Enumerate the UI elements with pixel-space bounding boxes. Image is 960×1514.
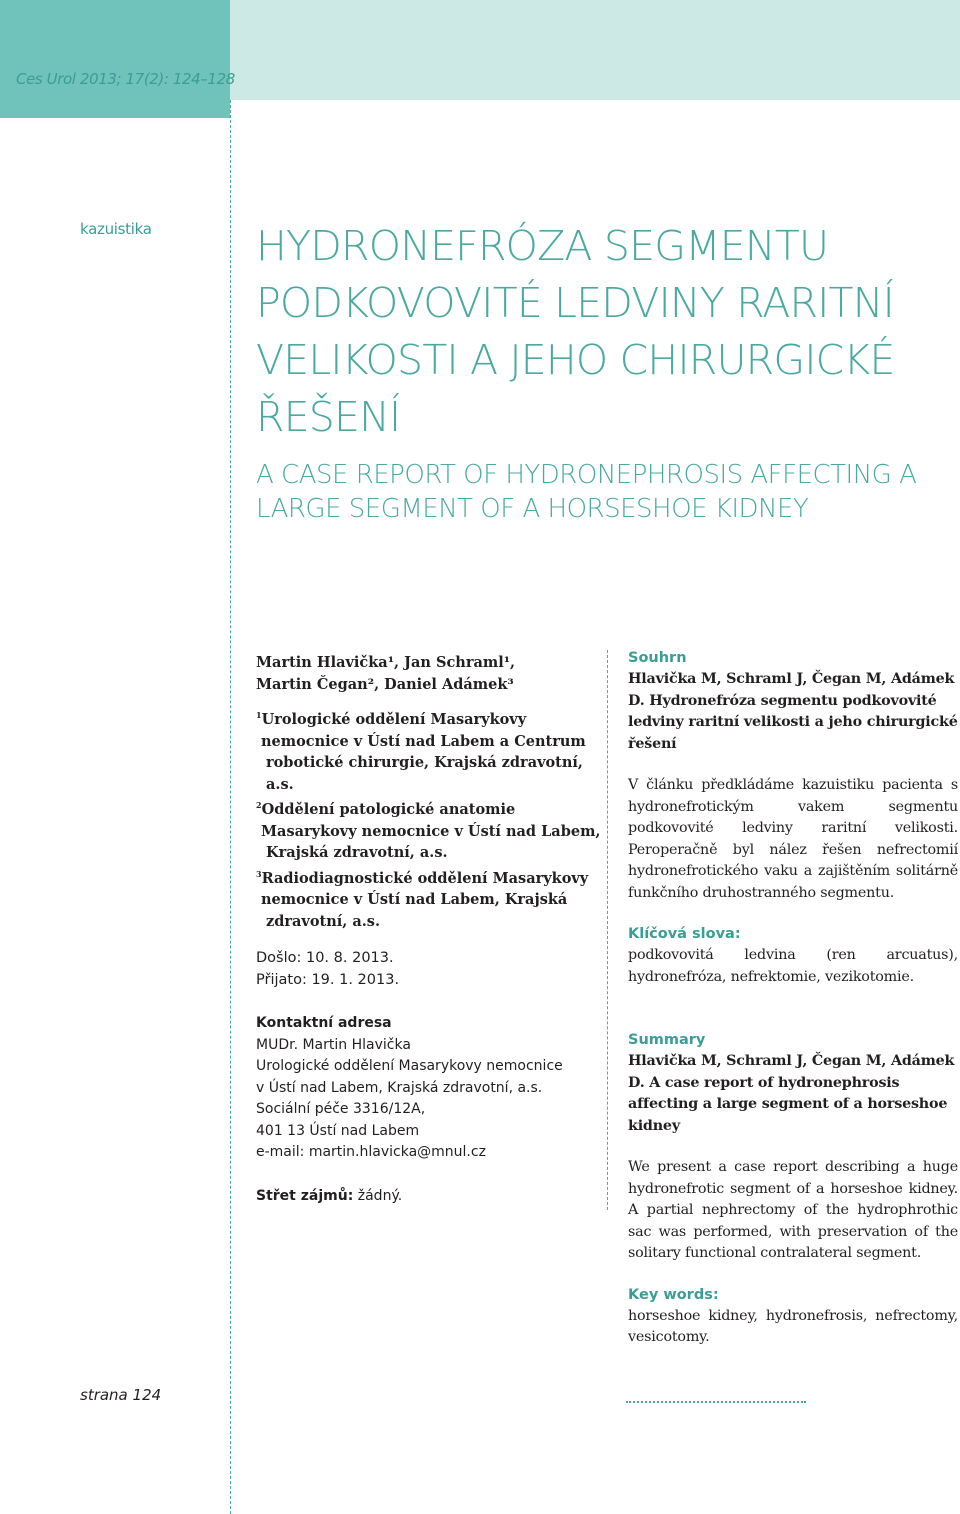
conflict-label: Střet zájmů: bbox=[256, 1187, 354, 1204]
conflict-of-interest bbox=[256, 1186, 601, 1208]
contact-line: v Ústí nad Labem, Krajská zdravotní, a.s. bbox=[256, 1079, 543, 1096]
souhrn-section bbox=[628, 648, 958, 904]
summary-citation: Hlavička M, Schraml J, Čegan M, Adámek D. A case report of hydronephrosis affecting a large segment of a horseshoe kidney bbox=[628, 1053, 955, 1134]
affiliation-text: Masarykovy nemocnice v Ústí nad Labem, Krajská zdravotní, a.s. bbox=[261, 822, 601, 861]
contact-email: e-mail: martin.hlavicka@mnul.cz bbox=[256, 1144, 486, 1160]
affiliation-item bbox=[256, 795, 601, 864]
margin-divider bbox=[230, 100, 231, 1514]
contact-line: 401 13 Ústí nad Labem bbox=[256, 1122, 420, 1139]
contact-line: Sociální péče 3316/12A, bbox=[256, 1101, 426, 1117]
souhrn-body: V článku předkládáme kazuistiku pacienta s hydronefrotickým vakem segmentu podkovovité ledviny raritní velikosti. Peroperačně byl nález řešen nefrectomií hydronefrotického vaku a zajištěním solitárně funkčního druhostranného segmentu. bbox=[628, 777, 958, 901]
accepted-date: Přijato: 19. 1. 2013. bbox=[256, 971, 400, 988]
affiliation-text: nemocnice v Ústí nad Labem, Krajská zdravotní, a.s. bbox=[261, 891, 568, 930]
article-title-czech: HYDRONEFRÓZA SEGMENTU PODKOVOVITÉ LEDVINY RARITNÍ VELIKOSTI A JEHO CHIRURGICKÉ ŘEŠENÍ bbox=[256, 222, 895, 441]
keywords-heading: Key words: bbox=[628, 1286, 719, 1303]
header-band-dark bbox=[0, 0, 230, 118]
section-label: kazuistika bbox=[80, 220, 152, 238]
column-divider bbox=[607, 650, 608, 1210]
page-number: strana 124 bbox=[80, 1386, 162, 1404]
summary-section bbox=[628, 1030, 958, 1265]
author-line: Martin Hlavička¹, Jan Schraml¹, bbox=[256, 654, 516, 671]
affiliation-text: Urologické oddělení Masarykovy bbox=[261, 711, 527, 728]
article-title-english: A CASE REPORT OF HYDRONEPHROSIS AFFECTING A LARGE SEGMENT OF A HORSESHOE KIDNEY bbox=[256, 460, 917, 524]
contact-name: MUDr. Martin Hlavička bbox=[256, 1036, 411, 1053]
affiliation-text: nemocnice v Ústí nad Labem a Centrum robotické chirurgie, Krajská zdravotní, a.s. bbox=[261, 732, 586, 793]
klicova-slova-body: podkovovitá ledvina (ren arcuatus), hydronefróza, nefrektomie, vezikotomie. bbox=[628, 947, 958, 985]
klicova-slova-heading: Klíčová slova: bbox=[628, 926, 741, 942]
summary-heading: Summary bbox=[628, 1032, 706, 1048]
affiliation-number: 1 bbox=[256, 710, 262, 720]
affiliation-item bbox=[256, 864, 601, 933]
keywords-section bbox=[628, 1285, 958, 1349]
author-list bbox=[256, 652, 601, 695]
contact-address bbox=[256, 1013, 601, 1164]
affiliation-number: 2 bbox=[256, 800, 262, 810]
affiliation-text: Radiodiagnostické oddělení Masarykovy bbox=[261, 869, 589, 887]
summary-body: We present a case report describing a huge hydronefrotic segment of a horseshoe kidney. A partial nephrectomy of the hydrophrothic sac was performed, with preservation of the solitary functional contralateral segment. bbox=[628, 1159, 958, 1261]
abstract-column bbox=[628, 648, 958, 1369]
souhrn-heading: Souhrn bbox=[628, 650, 687, 666]
author-info-column bbox=[256, 652, 601, 1207]
journal-citation: Ces Urol 2013; 17(2): 124–128 bbox=[16, 70, 235, 88]
affiliation-text: Oddělení patologické anatomie bbox=[261, 801, 516, 818]
manuscript-dates bbox=[256, 948, 601, 991]
affiliation-item bbox=[256, 705, 601, 795]
affiliation-number: 3 bbox=[256, 868, 262, 879]
keywords-body: horseshoe kidney, hydronefrosis, nefrectomy, vesicotomy. bbox=[628, 1307, 958, 1345]
contact-line: Urologické oddělení Masarykovy nemocnice bbox=[256, 1058, 563, 1074]
author-line: Martin Čegan², Daniel Adámek³ bbox=[256, 675, 514, 693]
klicova-slova-section bbox=[628, 924, 958, 988]
dotted-rule bbox=[626, 1401, 806, 1403]
contact-heading: Kontaktní adresa bbox=[256, 1015, 392, 1031]
received-date: Došlo: 10. 8. 2013. bbox=[256, 950, 394, 966]
souhrn-citation: Hlavička M, Schraml J, Čegan M, Adámek D. Hydronefróza segmentu podkovovité ledviny raritní velikosti a jeho chirurgické řešení bbox=[628, 671, 958, 752]
affiliations bbox=[256, 705, 601, 932]
header-band-light bbox=[230, 0, 960, 100]
conflict-value: žádný. bbox=[357, 1187, 403, 1204]
